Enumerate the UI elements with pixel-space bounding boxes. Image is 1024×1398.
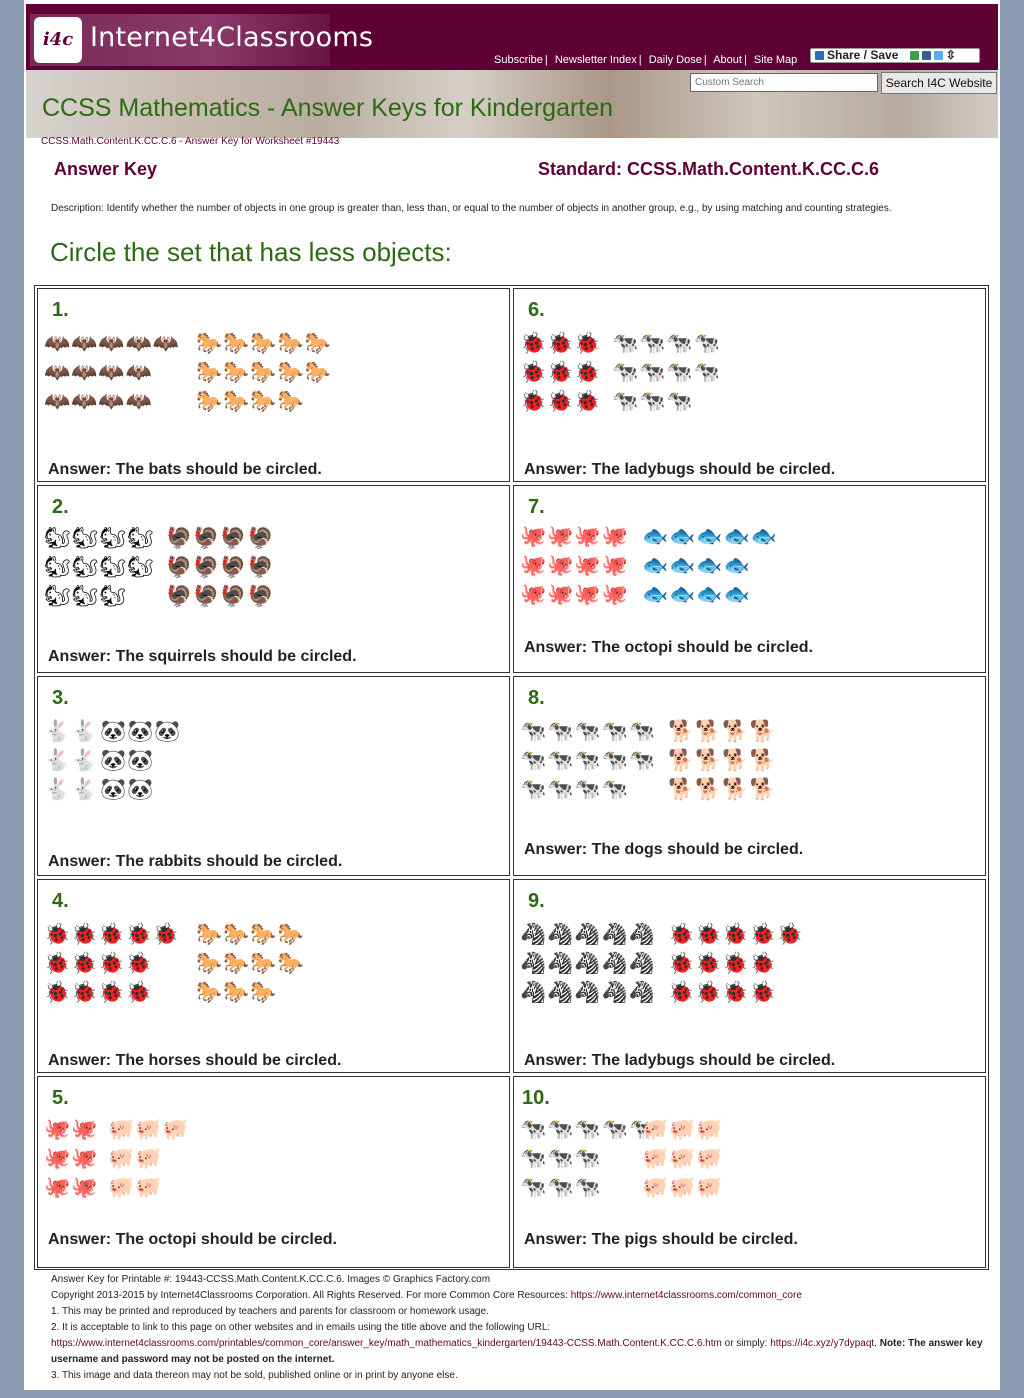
problem-cell-1 bbox=[37, 288, 510, 482]
problem-number: 10. bbox=[522, 1087, 550, 1109]
share-save-button[interactable] bbox=[810, 48, 980, 63]
ladybugs-picture-icon: 🐞🐞🐞🐞🐞 🐞🐞🐞🐞 🐞🐞🐞🐞 bbox=[44, 923, 180, 1004]
nav-daily-dose[interactable]: Daily Dose bbox=[648, 54, 702, 66]
share-green-icon bbox=[910, 51, 919, 60]
problem-answer: Answer: The octopi should be circled. bbox=[524, 639, 813, 656]
problem-answer: Answer: The rabbits should be circled. bbox=[48, 853, 343, 870]
problem-cell-3 bbox=[37, 676, 510, 876]
problem-answer: Answer: The ladybugs should be circled. bbox=[524, 461, 836, 478]
chevron-up-down-icon: ⇳ bbox=[945, 48, 956, 62]
logo-mark-icon: i4c bbox=[34, 17, 82, 63]
site-logo[interactable] bbox=[30, 14, 374, 66]
search-button[interactable]: Search I4C Website bbox=[881, 72, 997, 94]
facebook-icon bbox=[922, 51, 931, 60]
problem-answer: Answer: The bats should be circled. bbox=[48, 461, 322, 478]
bats-picture-icon: 🦇🦇🦇🦇🦇 🦇🦇🦇🦇 🦇🦇🦇🦇 bbox=[44, 332, 180, 413]
problem-cell-10 bbox=[513, 1076, 986, 1268]
problem-number: 3. bbox=[52, 687, 69, 709]
octopi-picture-icon: 🐙🐙🐙🐙 🐙🐙🐙🐙 🐙🐙🐙🐙 bbox=[520, 525, 629, 606]
problem-number: 7. bbox=[528, 496, 545, 518]
problem-number: 9. bbox=[528, 890, 545, 912]
problem-cell-9 bbox=[513, 879, 986, 1073]
squirrels-picture-icon: 🐿🐿🐿🐿 🐿🐿🐿🐿 🐿🐿🐿 bbox=[44, 527, 155, 608]
problem-cell-8 bbox=[513, 676, 986, 876]
footer bbox=[51, 1272, 996, 1384]
share-plus-icon bbox=[815, 51, 824, 60]
problem-answer: Answer: The dogs should be circled. bbox=[524, 841, 804, 858]
problem-grid bbox=[34, 285, 989, 1270]
nav-about[interactable]: About bbox=[713, 54, 742, 66]
zebras-picture-icon: 🦓🦓🦓🦓🦓 🦓🦓🦓🦓🦓 🦓🦓🦓🦓🦓 bbox=[520, 923, 656, 1004]
pigs-picture-icon: 🐖🐖🐖 🐖🐖 🐖🐖 bbox=[108, 1118, 190, 1199]
problem-number: 8. bbox=[528, 687, 545, 709]
share-label: Share / Save bbox=[827, 48, 899, 62]
octopi-picture-icon: 🐙🐙 🐙🐙 🐙🐙 bbox=[44, 1118, 99, 1199]
site-header bbox=[24, 4, 998, 70]
ladybugs-picture-icon: 🐞🐞🐞🐞🐞 🐞🐞🐞🐞 🐞🐞🐞🐞 bbox=[668, 923, 804, 1004]
footer-usage-note-1: 1. This may be printed and reproduced by teachers and parents for classroom or homework usage. bbox=[51, 1306, 489, 1317]
search-input[interactable] bbox=[690, 73, 878, 92]
problem-answer: Answer: The squirrels should be circled. bbox=[48, 648, 357, 665]
worksheet-url-link[interactable]: https://www.internet4classrooms.com/printables/common_core/answer_key/math_mathematics_kindergarten/19443-CCSS.Math.Content.K.CC.C.6.htm bbox=[51, 1338, 722, 1349]
breadcrumb[interactable]: CCSS.Math.Content.K.CC.C.6 - Answer Key for Worksheet #19443 bbox=[41, 136, 340, 147]
footer-printable-info: Answer Key for Printable #: 19443-CCSS.Math.Content.K.CC.C.6. Images © Graphics Factory.com bbox=[51, 1274, 491, 1285]
fish-picture-icon: 🐟🐟🐟🐟🐟 🐟🐟🐟🐟 🐟🐟🐟🐟 bbox=[642, 525, 778, 606]
problem-answer: Answer: The horses should be circled. bbox=[48, 1052, 342, 1069]
top-nav: Subscribe | Newsletter Index | Daily Dose | About | Site Map bbox=[494, 54, 798, 66]
problem-cell-6 bbox=[513, 288, 986, 482]
cows-picture-icon: 🐄🐄🐄🐄🐄 🐄🐄🐄 🐄🐄🐄 bbox=[520, 1118, 656, 1199]
problem-number: 1. bbox=[52, 299, 69, 321]
problem-number: 2. bbox=[52, 496, 69, 518]
footer-password-note: Note: The answer key username and password may not be posted on the internet. bbox=[51, 1338, 983, 1365]
twitter-icon bbox=[934, 51, 943, 60]
footer-copyright: Copyright 2013-2015 by Internet4Classrooms Corporation. All Rights Reserved. For more Common Core Resources: bbox=[51, 1290, 568, 1301]
problem-cell-7 bbox=[513, 485, 986, 673]
horses-picture-icon: 🐎🐎🐎🐎 🐎🐎🐎🐎 🐎🐎🐎 bbox=[196, 923, 305, 1004]
problem-number: 6. bbox=[528, 299, 545, 321]
problem-answer: Answer: The pigs should be circled. bbox=[524, 1231, 798, 1248]
dogs-picture-icon: 🐕🐕🐕🐕 🐕🐕🐕🐕 🐕🐕🐕🐕 bbox=[668, 720, 777, 801]
horses-picture-icon: 🐎🐎🐎🐎🐎 🐎🐎🐎🐎🐎 🐎🐎🐎🐎 bbox=[196, 332, 332, 413]
nav-subscribe[interactable]: Subscribe bbox=[494, 54, 543, 66]
problem-number: 5. bbox=[52, 1087, 69, 1109]
instructions: Circle the set that has less objects: bbox=[50, 237, 452, 267]
nav-site-map[interactable]: Site Map bbox=[753, 54, 798, 66]
title-banner bbox=[26, 70, 998, 138]
problem-answer: Answer: The ladybugs should be circled. bbox=[524, 1052, 836, 1069]
turkeys-picture-icon: 🦃🦃🦃🦃 🦃🦃🦃🦃 🦃🦃🦃🦃 bbox=[166, 527, 275, 608]
footer-usage-note-2: 2. It is acceptable to link to this page on other websites and in emails using the title above and the following URL: bbox=[51, 1322, 551, 1333]
standard-heading: Standard: CCSS.Math.Content.K.CC.C.6 bbox=[538, 159, 880, 179]
footer-or-simply: or simply: bbox=[724, 1338, 768, 1349]
nav-newsletter-index[interactable]: Newsletter Index bbox=[554, 54, 637, 66]
cows-picture-icon: 🐄🐄🐄🐄🐄 🐄🐄🐄🐄🐄 🐄🐄🐄🐄 bbox=[520, 720, 656, 801]
rabbits-picture-icon: 🐇🐇 🐇🐇 🐇🐇 bbox=[44, 720, 99, 801]
problem-number: 4. bbox=[52, 890, 69, 912]
description: Description: Identify whether the number of objects in one group is greater than, less than, or equal to the number of objects in another group, e.g., by using matching and counting strategies. bbox=[51, 203, 892, 214]
answer-key-heading: Answer Key bbox=[54, 159, 158, 179]
ladybugs-picture-icon: 🐞🐞🐞 🐞🐞🐞 🐞🐞🐞 bbox=[520, 332, 602, 413]
problem-cell-2 bbox=[37, 485, 510, 673]
problem-answer: Answer: The octopi should be circled. bbox=[48, 1231, 337, 1248]
footer-usage-note-3: 3. This image and data thereon may not be sold, published online or in print by anyone else. bbox=[51, 1370, 458, 1381]
common-core-link[interactable]: https://www.internet4classrooms.com/common_core bbox=[570, 1290, 802, 1301]
logo-text: Internet4Classrooms bbox=[90, 22, 374, 53]
pigs-picture-icon: 🐖🐖🐖 🐖🐖🐖 🐖🐖🐖 bbox=[642, 1118, 724, 1199]
problem-cell-4 bbox=[37, 879, 510, 1073]
short-url-link[interactable]: https://i4c.xyz/y7dypaqt. bbox=[770, 1338, 877, 1349]
page bbox=[24, 0, 1000, 1390]
page-title: CCSS Mathematics - Answer Keys for Kindergarten bbox=[42, 94, 614, 122]
pandas-picture-icon: 🐼🐼🐼 🐼🐼 🐼🐼 bbox=[100, 720, 182, 801]
problem-cell-5 bbox=[37, 1076, 510, 1268]
cows-picture-icon: 🐄🐄🐄🐄 🐄🐄🐄🐄 🐄🐄🐄 bbox=[612, 332, 721, 413]
